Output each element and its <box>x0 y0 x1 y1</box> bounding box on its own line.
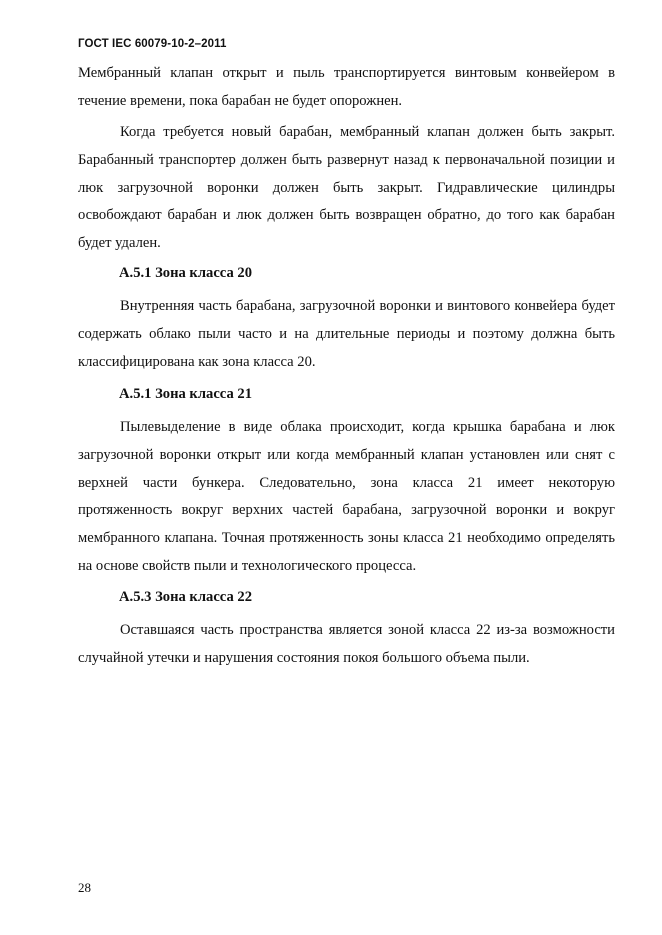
page-number: 28 <box>78 880 91 895</box>
section-heading-zone-21: А.5.1 Зона класса 21 <box>119 386 252 402</box>
paragraph-2: Когда требуется новый барабан, мембранный клапан должен быть закрыт. Барабанный транспортер должен быть развернут назад к первоначальной позиции и люк загрузочной воронки должен быть закрыт. Гидравлические цилиндры освобождают барабан и люк должен быть возвращен обратно, до того как барабан будет удален. <box>78 124 615 252</box>
paragraph-5: Оставшаяся часть пространства является зоной класса 22 из-за возможности случайной утечки и нарушения состояния покоя большого объема пыли. <box>78 622 615 666</box>
paragraph-4: Пылевыделение в виде облака происходит, когда крышка барабана и люк загрузочной воронки открыт или когда мембранный клапан установлен или снят с верхней части бункера. Следовательно, зона класса 21 имеет некоторую протяженность вокруг верхних частей барабана, загрузочной воронки и вокруг мембранного клапана. Точная протяженность зоны класса 21 необходимо определять на основе свойств пыли и технологического процесса. <box>78 419 615 574</box>
section-heading-zone-22: А.5.3 Зона класса 22 <box>119 589 252 605</box>
paragraph-3: Внутренняя часть барабана, загрузочной воронки и винтового конвейера будет содержать облако пыли часто и на длительные периоды и поэтому должна быть классифицирована как зона класса 20. <box>78 298 615 370</box>
document-header: ГОСТ IEC 60079-10-2–2011 <box>78 38 227 50</box>
section-heading-zone-20: А.5.1 Зона класса 20 <box>119 265 252 281</box>
paragraph-1: Мембранный клапан открыт и пыль транспортируется винтовым конвейером в течение времени, пока барабан не будет опорожнен. <box>78 65 615 109</box>
